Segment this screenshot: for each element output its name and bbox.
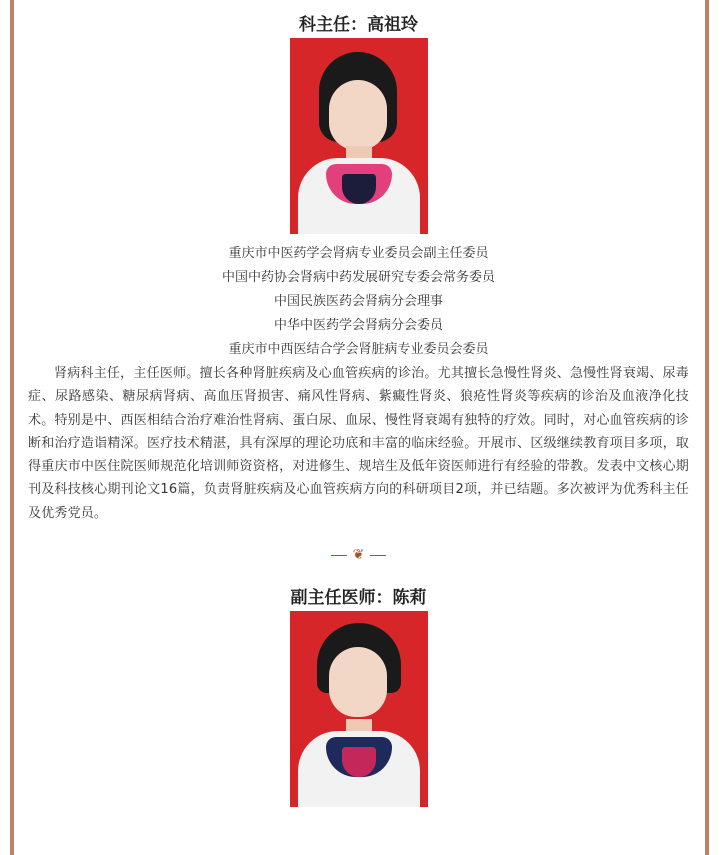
doctor-photo: [290, 611, 428, 807]
section-divider: [28, 547, 689, 563]
doctor-photo: [290, 38, 428, 234]
doctor-profile-2: [28, 585, 689, 807]
page-border-left: [10, 0, 14, 855]
doctor-name-title: 副主任医师：陈莉: [290, 588, 427, 609]
role-item: 重庆市中医药学会肾病专业委员会副主任委员: [228, 246, 489, 261]
doctor-roles: [28, 242, 689, 362]
article-content: [28, 0, 689, 807]
role-item: 中国民族医药会肾病分会理事: [273, 294, 443, 309]
role-item: 中华中医药学会肾病分会委员: [273, 318, 443, 333]
role-item: 中国中药协会肾病中药发展研究专委会常务委员: [221, 270, 495, 285]
doctor-bio: 肾病科主任，主任医师。擅长各种肾脏疾病及心血管疾病的诊治。尤其擅长急慢性肾炎、急慢性肾衰竭、尿毒症、尿路感染、糖尿病肾病、高血压肾损害、痛风性肾病、紫癜性肾炎、狼疮性肾炎等疾病的诊治及血液净化技术。特别是中、西医相结合治疗难治性肾病、蛋白尿、血尿、慢性肾衰竭有独特的疗效。同时，对心血管疾病的诊断和治疗造诣精深。医疗技术精湛，具有深厚的理论功底和丰富的临床经验。开展市、区级继续教育项目多项，取得重庆市中医住院医师规范化培训师资资格，对进修生、规培生及低年资医师进行有经验的带教。发表中文核心期刊及科技核心期刊论文16篇，负责肾脏疾病及心血管疾病方向的科研项目2项，并已结题。多次被评为优秀科主任及优秀党员。: [28, 366, 689, 521]
role-item: 重庆市中西医结合学会肾脏病专业委员会委员: [228, 342, 489, 357]
doctor-name-title: 科主任：高祖玲: [299, 15, 418, 35]
page-border-right: [705, 0, 709, 855]
ornament-icon: ❦: [352, 547, 365, 564]
doctor-profile-1: [28, 12, 689, 525]
